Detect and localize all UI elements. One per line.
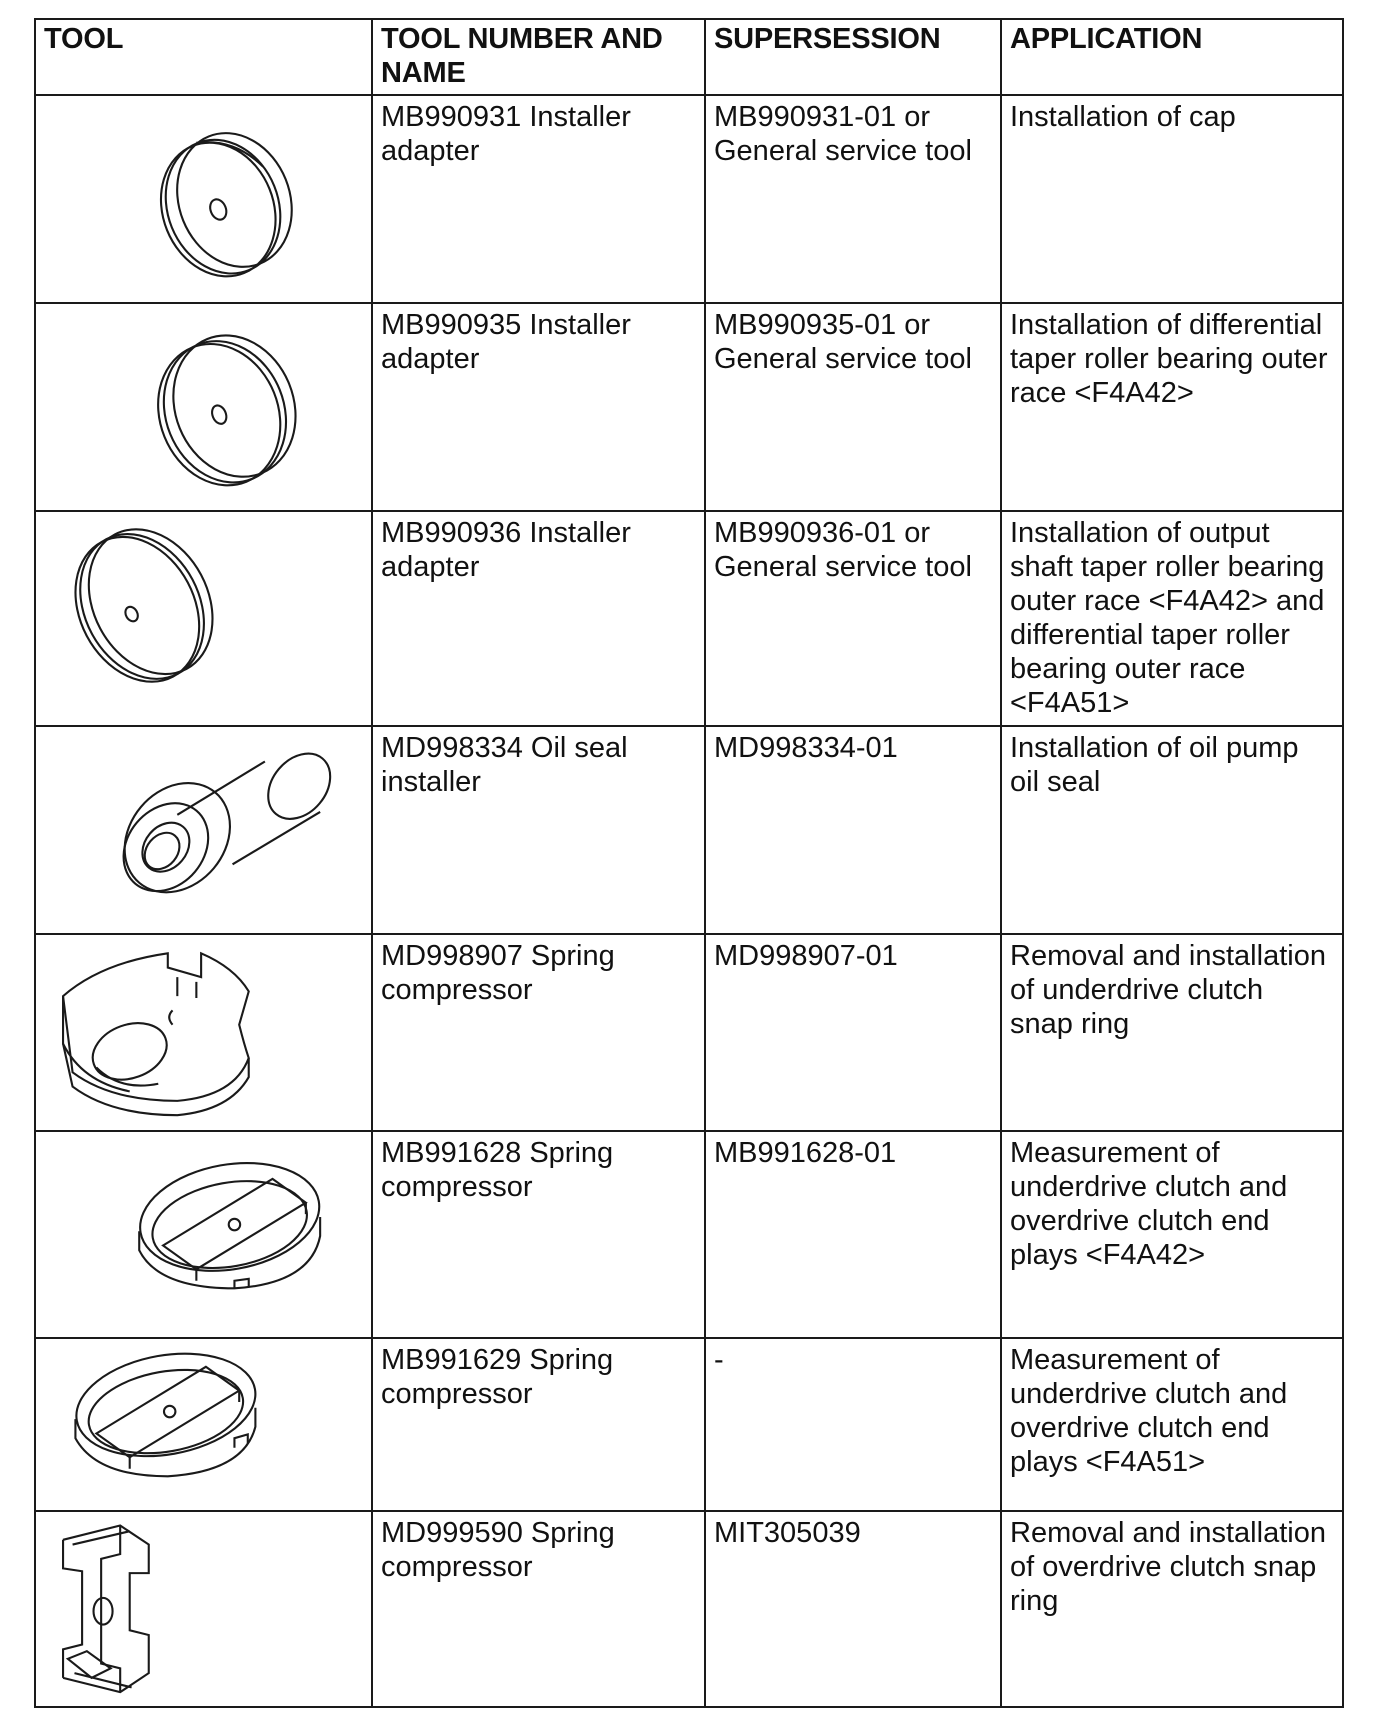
supersession-cell: MB991628-01 [705, 1131, 1001, 1338]
spring-compressor-plate-icon [44, 1136, 363, 1331]
installer-adapter-icon [44, 516, 363, 719]
tool-image-cell [35, 303, 372, 511]
table-row [35, 1511, 1343, 1707]
tool-image-cell [35, 934, 372, 1131]
table-row [35, 1338, 1343, 1511]
supersession-cell: MD998334-01 [705, 726, 1001, 934]
spring-compressor-icon [44, 939, 363, 1125]
tool-number-cell: MD999590 Spring compressor [372, 1511, 705, 1707]
table-row [35, 726, 1343, 934]
special-tools-table [34, 18, 1344, 1708]
supersession-cell: MIT305039 [705, 1511, 1001, 1707]
tool-image-cell [35, 1511, 372, 1707]
tool-image-cell [35, 1338, 372, 1511]
tool-image-cell [35, 1131, 372, 1338]
header-tool: TOOL [35, 19, 372, 95]
supersession-cell: - [705, 1338, 1001, 1511]
tool-number-cell: MD998334 Oil seal installer [372, 726, 705, 934]
header-application: APPLICATION [1001, 19, 1343, 95]
header-row [35, 19, 1343, 95]
table-row [35, 303, 1343, 511]
header-tool-number: TOOL NUMBER AND NAME [372, 19, 705, 95]
supersession-cell: MB990936-01 or General service tool [705, 511, 1001, 726]
application-cell: Installation of differential taper roller bearing outer race <F4A42> [1001, 303, 1343, 511]
application-cell: Measurement of underdrive clutch and overdrive clutch end plays <F4A51> [1001, 1338, 1343, 1511]
spring-compressor-plate-icon [44, 1343, 363, 1506]
supersession-cell: MD998907-01 [705, 934, 1001, 1131]
tool-number-cell: MB991629 Spring compressor [372, 1338, 705, 1511]
header-supersession: SUPERSESSION [705, 19, 1001, 95]
table-row [35, 1131, 1343, 1338]
tool-number-cell: MB990931 Installer adapter [372, 95, 705, 303]
installer-adapter-icon [44, 308, 363, 504]
application-cell: Removal and installation of underdrive clutch snap ring [1001, 934, 1343, 1131]
table-row [35, 934, 1343, 1131]
tool-number-cell: MB991628 Spring compressor [372, 1131, 705, 1338]
tool-image-cell [35, 511, 372, 726]
application-cell: Installation of oil pump oil seal [1001, 726, 1343, 934]
tool-image-cell [35, 95, 372, 303]
application-cell: Measurement of underdrive clutch and overdrive clutch end plays <F4A42> [1001, 1131, 1343, 1338]
application-cell: Installation of cap [1001, 95, 1343, 303]
tool-number-cell: MD998907 Spring compressor [372, 934, 705, 1131]
table-row [35, 95, 1343, 303]
oil-seal-installer-icon [44, 731, 363, 927]
supersession-cell: MB990931-01 or General service tool [705, 95, 1001, 303]
application-cell: Installation of output shaft taper roller bearing outer race <F4A42> and differential taper roller bearing outer race <F4A51> [1001, 511, 1343, 726]
tool-image-cell [35, 726, 372, 934]
installer-adapter-icon [44, 100, 363, 296]
tool-number-cell: MB990936 Installer adapter [372, 511, 705, 726]
table-row [35, 511, 1343, 726]
tool-number-cell: MB990935 Installer adapter [372, 303, 705, 511]
application-cell: Removal and installation of overdrive clutch snap ring [1001, 1511, 1343, 1707]
supersession-cell: MB990935-01 or General service tool [705, 303, 1001, 511]
spring-compressor-bracket-icon [44, 1516, 363, 1701]
